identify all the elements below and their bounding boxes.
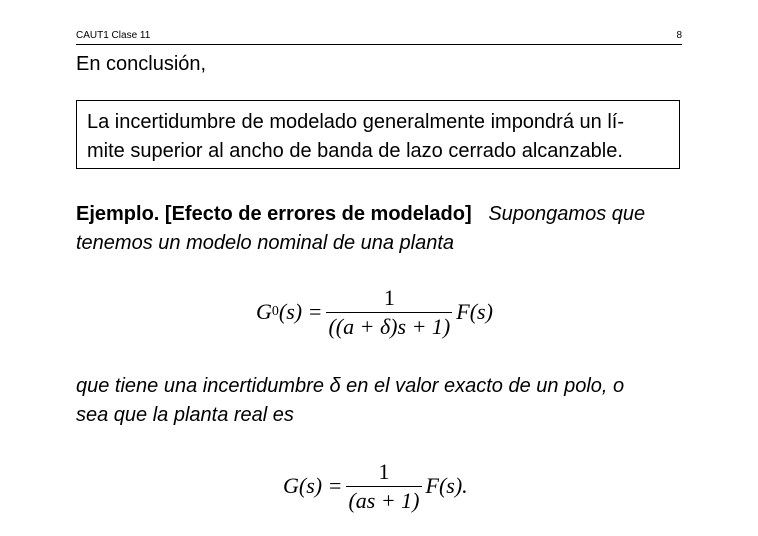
eq1-rhs: F(s) [456,299,493,324]
eq1-lhs-arg: (s) = [278,299,323,324]
example-line-2 [76,229,716,258]
example-paragraph [76,200,716,258]
uncertainty-paragraph [76,372,716,430]
conclusion-line-2: mite superior al ancho de banda de lazo cerrado alcanzable. [87,140,623,162]
uncertainty-line-1: que tiene una incertidumbre δ en el valor exacto de un polo, o [76,375,625,397]
equation-real-plant [283,456,468,516]
conclusion-box [76,100,680,169]
course-label: CAUT1 Clase 11 [76,30,151,41]
equation-nominal-model [256,282,493,342]
eq2-lhs: G(s) = [283,473,343,498]
section-heading: En conclusión, [76,53,207,75]
page-number: 8 [676,30,682,41]
eq1-numerator: 1 [383,284,395,310]
eq2-denominator: (as + 1) [348,487,420,513]
eq1-lhs-g: G [256,299,272,324]
eq2-fraction [346,460,421,513]
eq1-subscript: 0 [271,304,279,319]
header-rule [76,44,682,45]
conclusion-line-1: La incertidumbre de modelado generalmente impondrá un lí- [87,111,624,133]
example-text-2: tenemos un modelo nominal de una planta [76,232,455,254]
eq2-numerator: 1 [378,458,390,484]
example-line-1 [76,200,716,229]
slide-header [76,30,682,42]
example-title: Ejemplo. [Efecto de errores de modelado] [76,203,472,225]
example-text-1: Supongamos que [488,203,646,225]
eq1-fraction [326,286,452,339]
eq2-rhs: F(s). [425,473,468,498]
uncertainty-line-2: sea que la planta real es [76,404,294,426]
eq1-denominator: ((a + δ)s + 1) [328,313,451,339]
